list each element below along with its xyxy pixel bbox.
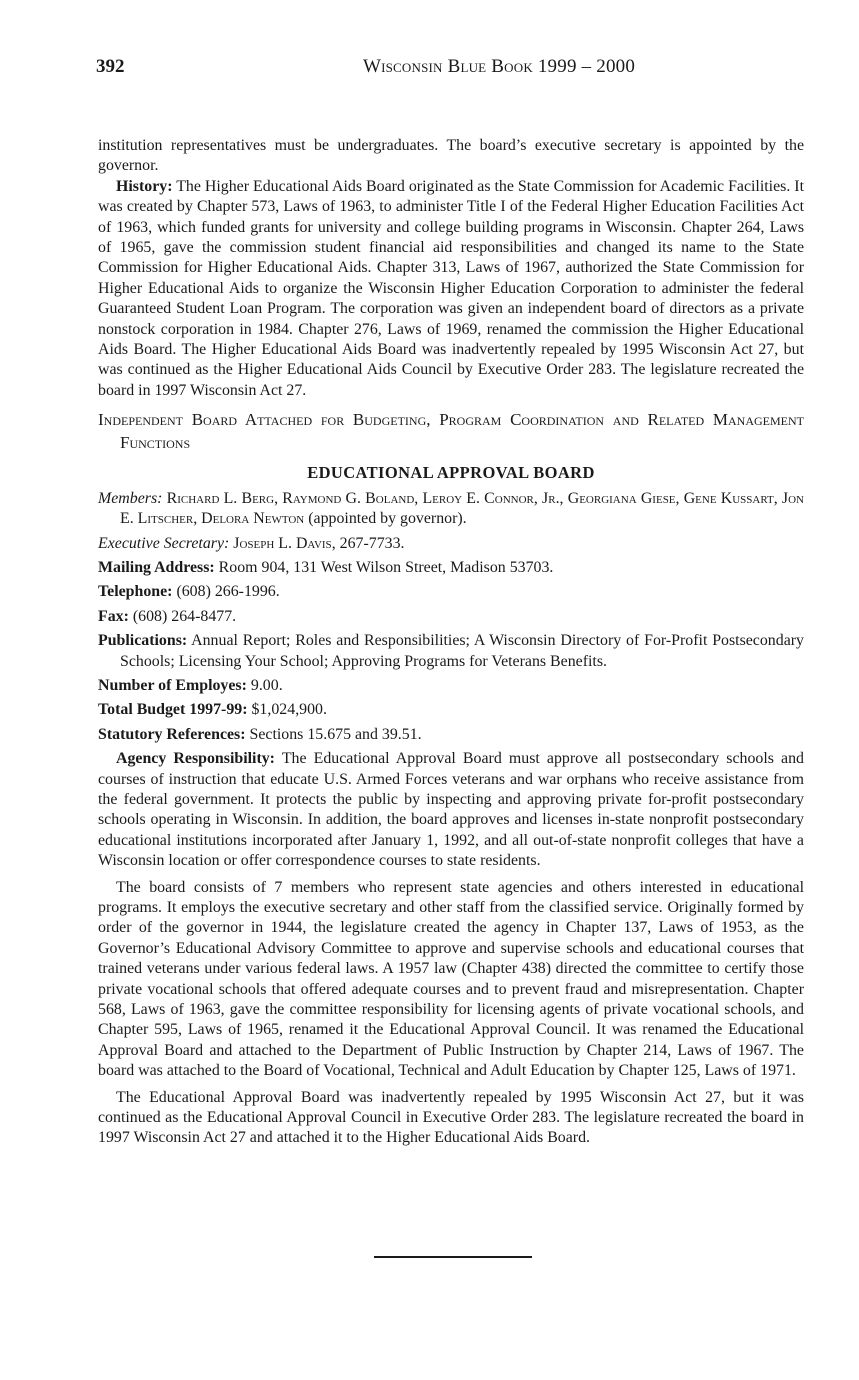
fax-label: Fax: xyxy=(98,607,129,625)
executive-secretary-label: Executive Secretary: xyxy=(98,534,230,552)
mailing-address-entry xyxy=(98,558,804,578)
page-header xyxy=(96,56,806,82)
page-body xyxy=(98,136,804,1149)
statutory-references-value: Sections 15.675 and 39.51. xyxy=(245,725,422,743)
employes-value: 9.00. xyxy=(246,676,283,694)
budget-label: Total Budget 1997-99: xyxy=(98,701,248,719)
history-text: The Higher Educational Aids Board originated as the State Commission for Academic Facilities. It was created by Chapter 573, Laws of 1963, to administer Title I of the Federal Higher Education Facilities Act of 1963, which funded grants for university and college building programs in Wisconsin. Chapter 264, Laws of 1965, gave the commission student financial aid responsibilities and changed its name to the State Commission for Higher Educational Aids. Chapter 313, Laws of 1967, authorized the State Commission for Higher Educational Aids to organize the Wisconsin Higher Education Corporation to administer the federal Guaranteed Student Loan Program. The corporation was given an independent board of directors as a private nonstock corporation in 1984. Chapter 276, Laws of 1969, renamed the commission the Higher Educational Aids Board. The Higher Educational Aids Board was inadvertently repealed by 1995 Wisconsin Act 27, but was continued as the Higher Educational Aids Council by Executive Order 283. The legislature recreated the board in 1997 Wisconsin Act 27. xyxy=(98,177,804,399)
publications-label: Publications: xyxy=(98,632,188,650)
statutory-references-entry xyxy=(98,725,804,745)
history-label: History: xyxy=(116,177,173,195)
telephone-value: (608) 266-1996. xyxy=(172,583,280,601)
employes-entry xyxy=(98,676,804,696)
fax-entry xyxy=(98,607,804,627)
statutory-references-label: Statutory References: xyxy=(98,725,246,743)
agency-responsibility-paragraph xyxy=(98,749,804,871)
employes-label: Number of Employes: xyxy=(98,676,247,694)
executive-secretary-name: Joseph L. Davis xyxy=(233,534,332,552)
agency-responsibility-text: The Educational Approval Board must approve all postsecondary schools and courses of instruction that educate U.S. Armed Forces veterans and war orphans who receive assistance from the federal government. It protects the public by inspecting and approving private for-profit postsecondary schools operating in Wisconsin. In addition, the board approves and licenses in-state nonprofit postsecondary educational institutions incorporated after January 1, 1992, and all out-of-state nonprofit colleges that have a Wisconsin location or offer correspondence courses to state residents. xyxy=(98,750,805,870)
running-title: Wisconsin Blue Book 1999 – 2000 xyxy=(362,56,636,77)
telephone-entry xyxy=(98,582,804,602)
fax-value: (608) 264-8477. xyxy=(128,607,237,625)
board-title: EDUCATIONAL APPROVAL BOARD xyxy=(307,463,595,483)
telephone-label: Telephone: xyxy=(98,583,173,601)
executive-secretary-entry xyxy=(98,534,804,554)
members-note: (appointed by governor). xyxy=(304,510,467,528)
executive-secretary-phone: , 267-7733. xyxy=(331,534,405,552)
history-paragraph xyxy=(98,177,804,401)
budget-entry xyxy=(98,700,804,720)
members-label: Members: xyxy=(98,489,163,507)
page-number: 392 xyxy=(96,56,125,77)
mailing-address-label: Mailing Address: xyxy=(98,558,215,576)
board-members-paragraph: The board consists of 7 members who represent state agencies and others interested in educational programs. It employs the executive secretary and other staff from the classified service. Originally formed by order of the governor in 1944, the legislature created the agency in Chapter 137, Laws of 1953, as the Governor’s Educational Advisory Committee to approve and supervise schools and educational courses that trained veterans under various federal laws. A 1957 law (Chapter 438) directed the committee to certify those private vocational schools that offered adequate courses and to prevent fraud and misrepresentation. Chapter 568, Laws of 1963, gave the committee responsibility for licensing agents of private vocational schools, and Chapter 595, Laws of 1965, renamed it the Educational Approval Council. It was renamed the Educational Approval Board and attached to the Department of Public Instruction by Chapter 214, Laws of 1967. The board was attached to the Board of Vocational, Technical and Adult Education by Chapter 125, Laws of 1971. xyxy=(98,878,804,1080)
agency-responsibility-label: Agency Responsibility: xyxy=(116,750,275,768)
members-names: Richard L. Berg, Raymond G. Boland, Leroy E. Connor, Jr., Georgiana Giese, Gene Kussart, Jon E. Litscher, Delora Newton xyxy=(120,489,804,528)
board-repeal-paragraph: The Educational Approval Board was inadvertently repealed by 1995 Wisconsin Act 27, but it was continued as the Educational Approval Council in Executive Order 283. The legislature recreated the board in 1997 Wisconsin Act 27 and attached it to the Higher Educational Aids Board. xyxy=(98,1088,804,1147)
section-end-rule xyxy=(374,1256,532,1258)
intro-continuation: institution representatives must be undergraduates. The board’s executive secretary is appointed by the governor. xyxy=(98,137,804,175)
budget-value: $1,024,900. xyxy=(247,701,327,719)
publications-value: Annual Report; Roles and Responsibilities; A Wisconsin Directory of For-Profit Postsecondary Schools; Licensing Your School; Approving Programs for Veterans Benefits. xyxy=(120,632,804,670)
section-heading: Independent Board Attached for Budgeting, Program Coordination and Related Management Functions xyxy=(98,410,804,453)
members-entry xyxy=(98,489,804,530)
mailing-address-value: Room 904, 131 West Wilson Street, Madison 53703. xyxy=(214,558,554,576)
publications-entry xyxy=(98,631,804,672)
